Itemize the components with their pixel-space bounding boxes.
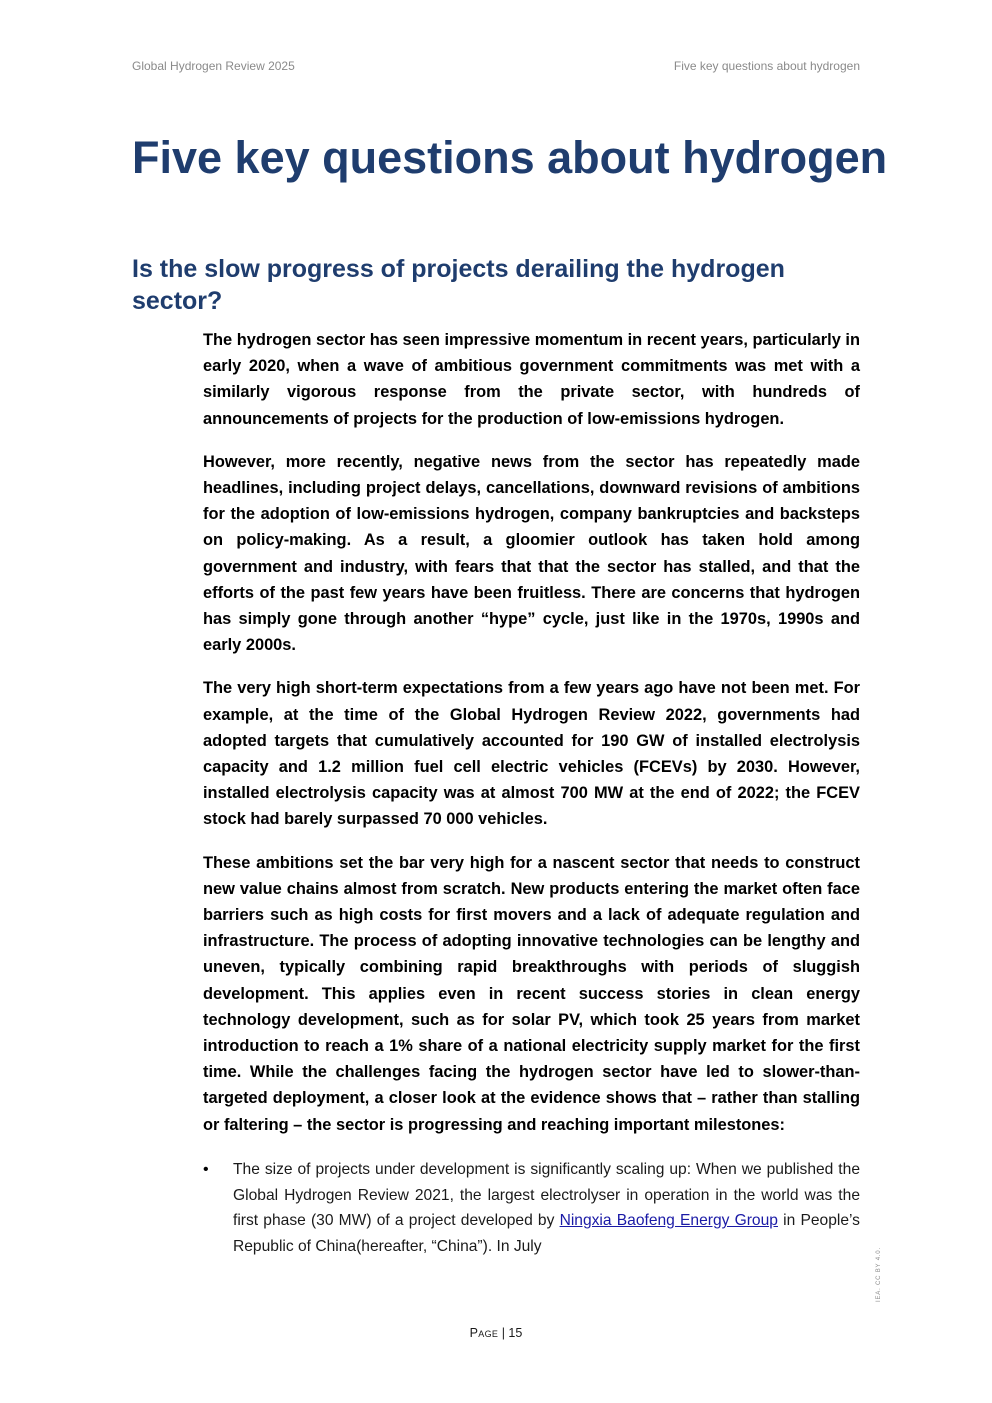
bullet-text-before: The size of projects under development is significantly scaling up: When we published the Global Hydrogen Review 2021, the largest electrolyser in operation in the world was the first phase (30 MW) of a project developed by: [233, 1161, 860, 1229]
list-item: [203, 1157, 860, 1259]
bullet-text-after: in People’s Republic of China(hereafter, “China”). In July: [233, 1212, 860, 1255]
body-text: [203, 327, 860, 1155]
paragraph: The hydrogen sector has seen impressive momentum in recent years, particularly in early 2020, when a wave of ambitious government commitments was met with a similarly vigorous response from the private sector, with hundreds of announcements of projects for the production of low-emissions hydrogen.: [203, 331, 860, 428]
page-footer: [0, 1326, 992, 1340]
paragraph: The very high short-term expectations from a few years ago have not been met. For example, at the time of the Global Hydrogen Review 2022, governments had adopted targets that cumulatively accounted for 190 GW of installed electrolysis capacity and 1.2 million fuel cell electric vehicles (FCEVs) by 2030. However, installed electrolysis capacity was at almost 700 MW at the end of 2022; the FCEV stock had barely surpassed 70 000 vehicles.: [203, 679, 860, 829]
paragraph: These ambitions set the bar very high for a nascent sector that needs to construct new value chains almost from scratch. New products entering the market often face barriers such as high costs for first movers and a lack of adequate regulation and infrastructure. The process of adopting innovative technologies can be lengthy and uneven, typically combining rapid breakthroughs with periods of sluggish development. This applies even in recent success stories in clean energy technology development, such as for solar PV, which took 25 years from market introduction to reach a 1% share of a national electricity supply market for the first time. While the challenges facing the hydrogen sector have led to slower-than-targeted deployment, a closer look at the evidence shows that – rather than stalling or faltering – the sector is progressing and reaching important milestones:: [203, 853, 860, 1134]
page-number: 15: [508, 1326, 523, 1340]
section-heading: Is the slow progress of projects derailing the hydrogen sector?: [132, 255, 785, 315]
header-report-title: Global Hydrogen Review 2025: [132, 59, 295, 73]
page-separator: |: [498, 1326, 509, 1340]
bullet-list: [203, 1157, 860, 1259]
running-header: [132, 59, 860, 75]
bullet-icon: •: [203, 1161, 209, 1178]
page-label: Page: [469, 1326, 499, 1340]
copyright-notice: IEA. CC BY 4.0.: [876, 1247, 882, 1302]
header-chapter-title: Five key questions about hydrogen: [673, 59, 860, 73]
chapter-title: Five key questions about hydrogen: [132, 132, 888, 183]
paragraph: However, more recently, negative news from the sector has repeatedly made headlines, including project delays, cancellations, downward revisions of ambitions for the adoption of low-emissions hydrogen, company bankruptcies and backsteps on policy-making. As a result, a gloomier outlook has taken hold among government and industry, with fears that that the sector has stalled, and that the efforts of the past few years have been fruitless. There are concerns that hydrogen has simply gone through another “hype” cycle, just like in the 1970s, 1990s and early 2000s.: [203, 452, 860, 655]
ningxia-baofeng-link[interactable]: Ningxia Baofeng Energy Group: [559, 1212, 778, 1229]
